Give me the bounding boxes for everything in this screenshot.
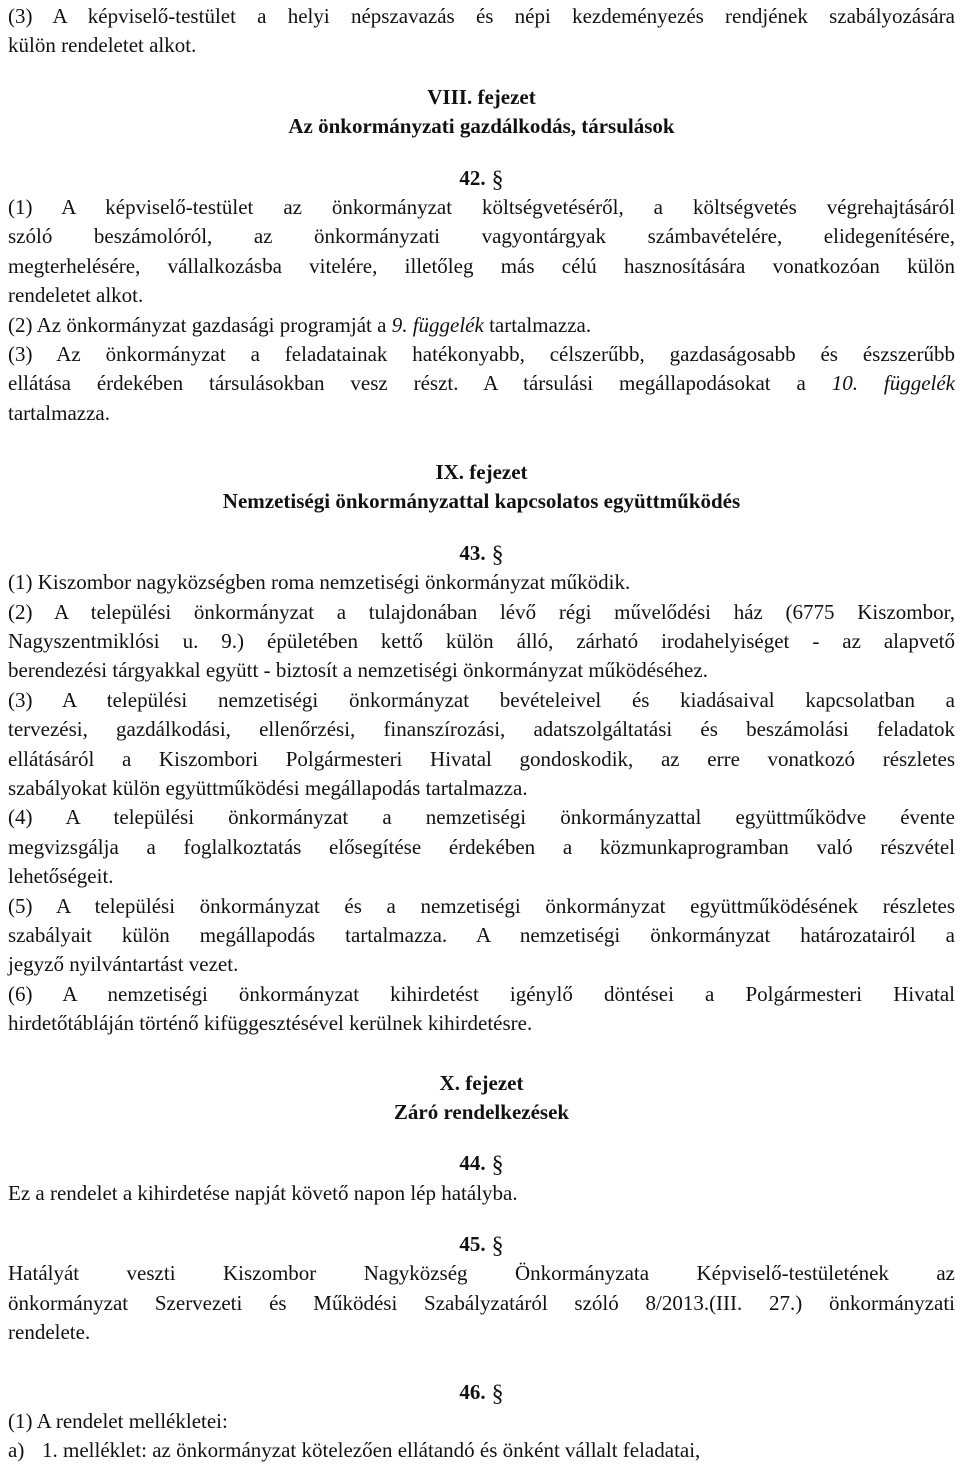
paragraph-line: szabályokat külön együttműködési megállapodás tartalmazza. <box>8 775 528 800</box>
section-sign: § <box>491 1380 504 1407</box>
section-sign: § <box>491 541 504 568</box>
paragraph-line: (3) A települési nemzetiségi önkormányzat bevételeivel és kiadásaival kapcsolatban a <box>8 687 955 712</box>
list-marker: a) <box>8 1438 25 1463</box>
paragraph-line: rendeletet alkot. <box>8 283 144 308</box>
chapter-number: VIII. fejezet <box>427 84 536 109</box>
chapter-title: Záró rendelkezések <box>393 1099 570 1124</box>
text-span: tartalmazza. <box>483 312 592 337</box>
section-number: 42. <box>459 165 486 190</box>
paragraph-line: (1) A képviselő-testület az önkormányzat költségvetéséről, a költségvetés végrehajtásáról <box>8 194 955 219</box>
paragraph-line: tartalmazza. <box>8 400 111 425</box>
section-sign: § <box>491 1233 504 1260</box>
paragraph-line <box>8 369 955 398</box>
section-heading <box>8 164 955 193</box>
paragraph-line: (3) Az önkormányzat a feladatainak hatékonyabb, célszerűbb, gazdaságosabb és észszerűbb <box>8 341 955 366</box>
chapter-title: Nemzetiségi önkormányzattal kapcsolatos együttműködés <box>222 489 741 514</box>
section-heading <box>8 1378 955 1407</box>
paragraph-line: (1) Kiszombor nagyközségben roma nemzetiségi önkormányzat működik. <box>8 570 631 595</box>
paragraph-line: szabályait külön megállapodás tartalmazza. A nemzetiségi önkormányzat határozatairól a <box>8 922 955 947</box>
section-sign: § <box>491 166 504 193</box>
paragraph-line: berendezési tárgyakkal együtt - biztosít a nemzetiségi önkormányzat működéséhez. <box>8 658 708 683</box>
appendix-reference: 10. függelék <box>831 371 955 396</box>
paragraph-line: (6) A nemzetiségi önkormányzat kihirdetést igénylő döntései a Polgármesteri Hivatal <box>8 981 955 1006</box>
paragraph-line: szóló beszámolóról, az önkormányzati vagyontárgyak számbavételére, elidegenítésére, <box>8 224 955 249</box>
appendix-reference: 9. függelék <box>391 312 484 337</box>
paragraph-line: hirdetőtábláján történő kifüggesztésével kerülnek kihirdetésre. <box>8 1011 533 1036</box>
paragraph-line: rendelete. <box>8 1320 91 1345</box>
section-number: 45. <box>459 1232 486 1257</box>
paragraph-line: önkormányzat Szervezeti és Működési Szabályzatáról szóló 8/2013.(III. 27.) önkormányzati <box>8 1290 955 1315</box>
section-heading <box>8 1149 955 1178</box>
paragraph-line: külön rendeletet alkot. <box>8 33 197 58</box>
paragraph-line: megterhelésére, vállalkozásba vitelére, illetőleg más célú hasznosítására vonatkozóan külön <box>8 253 955 278</box>
list-item <box>8 1436 955 1465</box>
paragraph-line: Nagyszentmiklósi u. 9.) épületében kettő külön álló, zárható irodahelyiséget - az alapvető <box>8 629 955 654</box>
chapter-number: X. fejezet <box>439 1070 524 1095</box>
paragraph-line: (2) A települési önkormányzat a tulajdonában lévő régi művelődési ház (6775 Kiszombor, <box>8 599 955 624</box>
paragraph-line: ellátásáról a Kiszombori Polgármesteri Hivatal gondoskodik, az erre vonatkozó részletes <box>8 746 955 771</box>
section-heading <box>8 1230 955 1259</box>
paragraph-line: (1) A rendelet mellékletei: <box>8 1409 228 1434</box>
section-number: 44. <box>459 1151 486 1176</box>
paragraph-line: (5) A települési önkormányzat és a nemzetiségi önkormányzat együttműködésének részletes <box>8 893 955 918</box>
paragraph-line: megvizsgálja a foglalkoztatás elősegítése érdekében a közmunkaprogramban való részvétel <box>8 834 955 859</box>
section-sign: § <box>491 1152 504 1179</box>
paragraph-line: Ez a rendelet a kihirdetése napját követő napon lép hatályba. <box>8 1180 518 1205</box>
list-item-text: 1. melléklet: az önkormányzat kötelezően ellátandó és önként vállalt feladatai, <box>42 1438 701 1463</box>
paragraph-line: jegyző nyilvántartást vezet. <box>8 952 239 977</box>
chapter-number: IX. fejezet <box>435 460 528 485</box>
document-page <box>8 0 955 1466</box>
section-heading <box>8 539 955 568</box>
paragraph-line: (3) A képviselő-testület a helyi népszavazás és népi kezdeményezés rendjének szabályozására <box>8 4 955 28</box>
section-number: 46. <box>459 1379 486 1404</box>
paragraph-line: Hatályát veszti Kiszombor Nagyközség Önkormányzata Képviselő-testületének az <box>8 1261 955 1286</box>
section-number: 43. <box>459 540 486 565</box>
paragraph-line: tervezési, gazdálkodási, ellenőrzési, finanszírozási, adatszolgáltatási és beszámolási feladatok <box>8 717 955 742</box>
paragraph-line <box>8 311 955 340</box>
paragraph-line: (4) A települési önkormányzat a nemzetiségi önkormányzattal együttműködve évente <box>8 805 955 830</box>
chapter-title: Az önkormányzati gazdálkodás, társulások <box>288 114 675 139</box>
text-span: (2) Az önkormányzat gazdasági programját a <box>8 312 392 337</box>
paragraph-line: lehetőségeit. <box>8 864 114 889</box>
text-span: ellátása érdekében társulásokban vesz részt. A társulási megállapodásokat a <box>8 371 832 396</box>
